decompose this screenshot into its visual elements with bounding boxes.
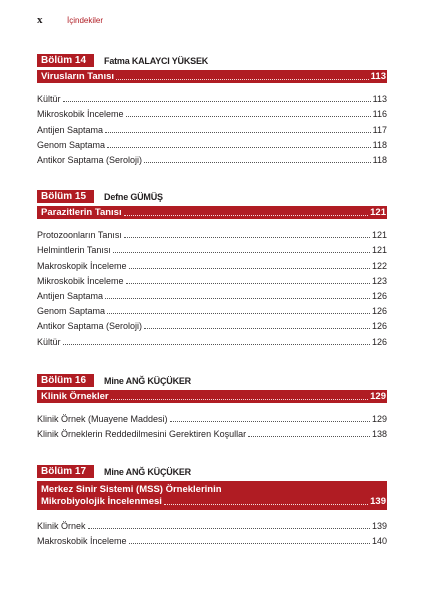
dot-leader — [116, 79, 369, 80]
entry-title: Antijen Saptama — [37, 124, 104, 135]
dot-leader — [105, 132, 371, 133]
dot-leader — [124, 237, 370, 238]
chapter-title: Virusların Tanısı — [41, 71, 115, 82]
entry-list — [37, 90, 387, 166]
chapter-17 — [37, 465, 387, 547]
dot-leader — [129, 543, 370, 544]
chapter-title: Klinik Örnekler — [41, 391, 109, 402]
dot-leader — [164, 504, 368, 505]
entry-title: Mikroskobik İnceleme — [37, 109, 124, 120]
chapter-page: 121 — [370, 207, 386, 218]
entry-list — [37, 410, 387, 440]
entry-page: 140 — [371, 536, 387, 547]
entry-page: 126 — [371, 336, 387, 347]
entry-title: Makroskobik İnceleme — [37, 536, 127, 547]
entry-title: Genom Saptama — [37, 306, 106, 317]
dot-leader — [126, 283, 370, 284]
chapter-author: Mine ANĞ KÜÇÜKER — [104, 466, 191, 477]
entry-title: Makroskopik İnceleme — [37, 260, 127, 271]
chapter-label: Bölüm 14 — [37, 54, 94, 67]
chapter-14 — [37, 54, 387, 166]
dot-leader — [63, 101, 371, 102]
entry-title: Kültür — [37, 94, 61, 105]
chapter-page: 129 — [370, 391, 386, 402]
chapter-page: 139 — [370, 496, 386, 507]
entry-page: 121 — [371, 230, 387, 241]
entry-page: 121 — [371, 245, 387, 256]
chapter-15 — [37, 190, 387, 348]
chapter-title-line1: Merkez Sinir Sistemi (MSS) Örneklerinin — [41, 484, 222, 495]
entry-title: Klinik Örnek — [37, 521, 86, 532]
entry-title: Antijen Saptama — [37, 290, 104, 301]
chapter-label: Bölüm 16 — [37, 374, 94, 387]
entry-page: 123 — [371, 275, 387, 286]
dot-leader — [129, 268, 370, 269]
chapter-author: Fatma KALAYCI YÜKSEK — [104, 55, 209, 66]
chapter-title-bar[interactable] — [37, 70, 387, 83]
chapter-label: Bölüm 17 — [37, 465, 94, 478]
entry-page: 116 — [372, 109, 387, 120]
dot-leader — [107, 147, 371, 148]
dot-leader — [105, 298, 370, 299]
chapter-page: 113 — [370, 71, 386, 82]
entry-title: Antikor Saptama (Seroloji) — [37, 321, 143, 332]
chapter-heading — [37, 54, 387, 67]
chapter-title-bar[interactable] — [37, 390, 387, 403]
toc-entry[interactable] — [37, 410, 387, 425]
toc-entry[interactable] — [37, 151, 387, 166]
chapter-16 — [37, 374, 387, 440]
chapter-title: Parazitlerin Tanısı — [41, 207, 122, 218]
dot-leader — [144, 328, 370, 329]
dot-leader — [88, 528, 370, 529]
chapter-heading — [37, 190, 387, 203]
toc-entry[interactable] — [37, 517, 387, 532]
chapter-label: Bölüm 15 — [37, 190, 94, 203]
page-header — [37, 14, 103, 26]
toc-entry[interactable] — [37, 287, 387, 302]
toc-entry[interactable] — [37, 136, 387, 151]
entry-page: 139 — [371, 521, 387, 532]
toc-entry[interactable] — [37, 256, 387, 271]
entry-page: 126 — [371, 321, 387, 332]
dot-leader — [170, 421, 370, 422]
chapter-title-line2: Mikrobiyolojik İncelenmesi — [41, 496, 162, 507]
entry-title: Genom Saptama — [37, 139, 106, 150]
page-number: x — [37, 14, 43, 26]
dot-leader — [126, 116, 371, 117]
toc-entry[interactable] — [37, 272, 387, 287]
dot-leader — [113, 252, 370, 253]
toc-entry[interactable] — [37, 90, 387, 105]
entry-page: 126 — [371, 290, 387, 301]
toc-entry[interactable] — [37, 105, 387, 120]
entry-list — [37, 517, 387, 547]
dot-leader — [248, 436, 370, 437]
chapter-title-bar[interactable] — [37, 481, 387, 510]
dot-leader — [63, 344, 370, 345]
dot-leader — [144, 162, 371, 163]
entry-title: Protozoonların Tanısı — [37, 230, 122, 241]
dot-leader — [111, 399, 369, 400]
entry-title: Mikroskobik İnceleme — [37, 275, 124, 286]
toc-entry[interactable] — [37, 302, 387, 317]
entry-title: Klinik Örnek (Muayene Maddesi) — [37, 414, 168, 425]
entry-title: Helmintlerin Tanısı — [37, 245, 111, 256]
chapter-title-bar[interactable] — [37, 206, 387, 219]
entry-page: 117 — [372, 124, 387, 135]
entry-page: 113 — [372, 94, 387, 105]
dot-leader — [107, 313, 370, 314]
entry-title: Antikor Saptama (Seroloji) — [37, 154, 143, 165]
toc-entry[interactable] — [37, 317, 387, 332]
dot-leader — [124, 215, 369, 216]
entry-page: 122 — [371, 260, 387, 271]
entry-page: 118 — [372, 154, 387, 165]
toc-entry[interactable] — [37, 226, 387, 241]
chapter-heading — [37, 374, 387, 387]
toc-entry[interactable] — [37, 425, 387, 440]
entry-page: 138 — [371, 429, 387, 440]
toc-entry[interactable] — [37, 332, 387, 347]
chapter-author: Defne GÜMÜŞ — [104, 191, 163, 202]
chapter-author: Mine ANĞ KÜÇÜKER — [104, 375, 191, 386]
toc-entry[interactable] — [37, 241, 387, 256]
toc-entry[interactable] — [37, 532, 387, 547]
entry-list — [37, 226, 387, 348]
entry-page: 126 — [371, 306, 387, 317]
entry-title: Klinik Örneklerin Reddedilmesini Gerektiren Koşullar — [37, 429, 247, 440]
entry-page: 129 — [371, 414, 387, 425]
entry-title: Kültür — [37, 336, 61, 347]
header-title: İçindekiler — [67, 16, 104, 25]
chapter-heading — [37, 465, 387, 478]
entry-page: 118 — [372, 139, 387, 150]
toc-entry[interactable] — [37, 120, 387, 135]
